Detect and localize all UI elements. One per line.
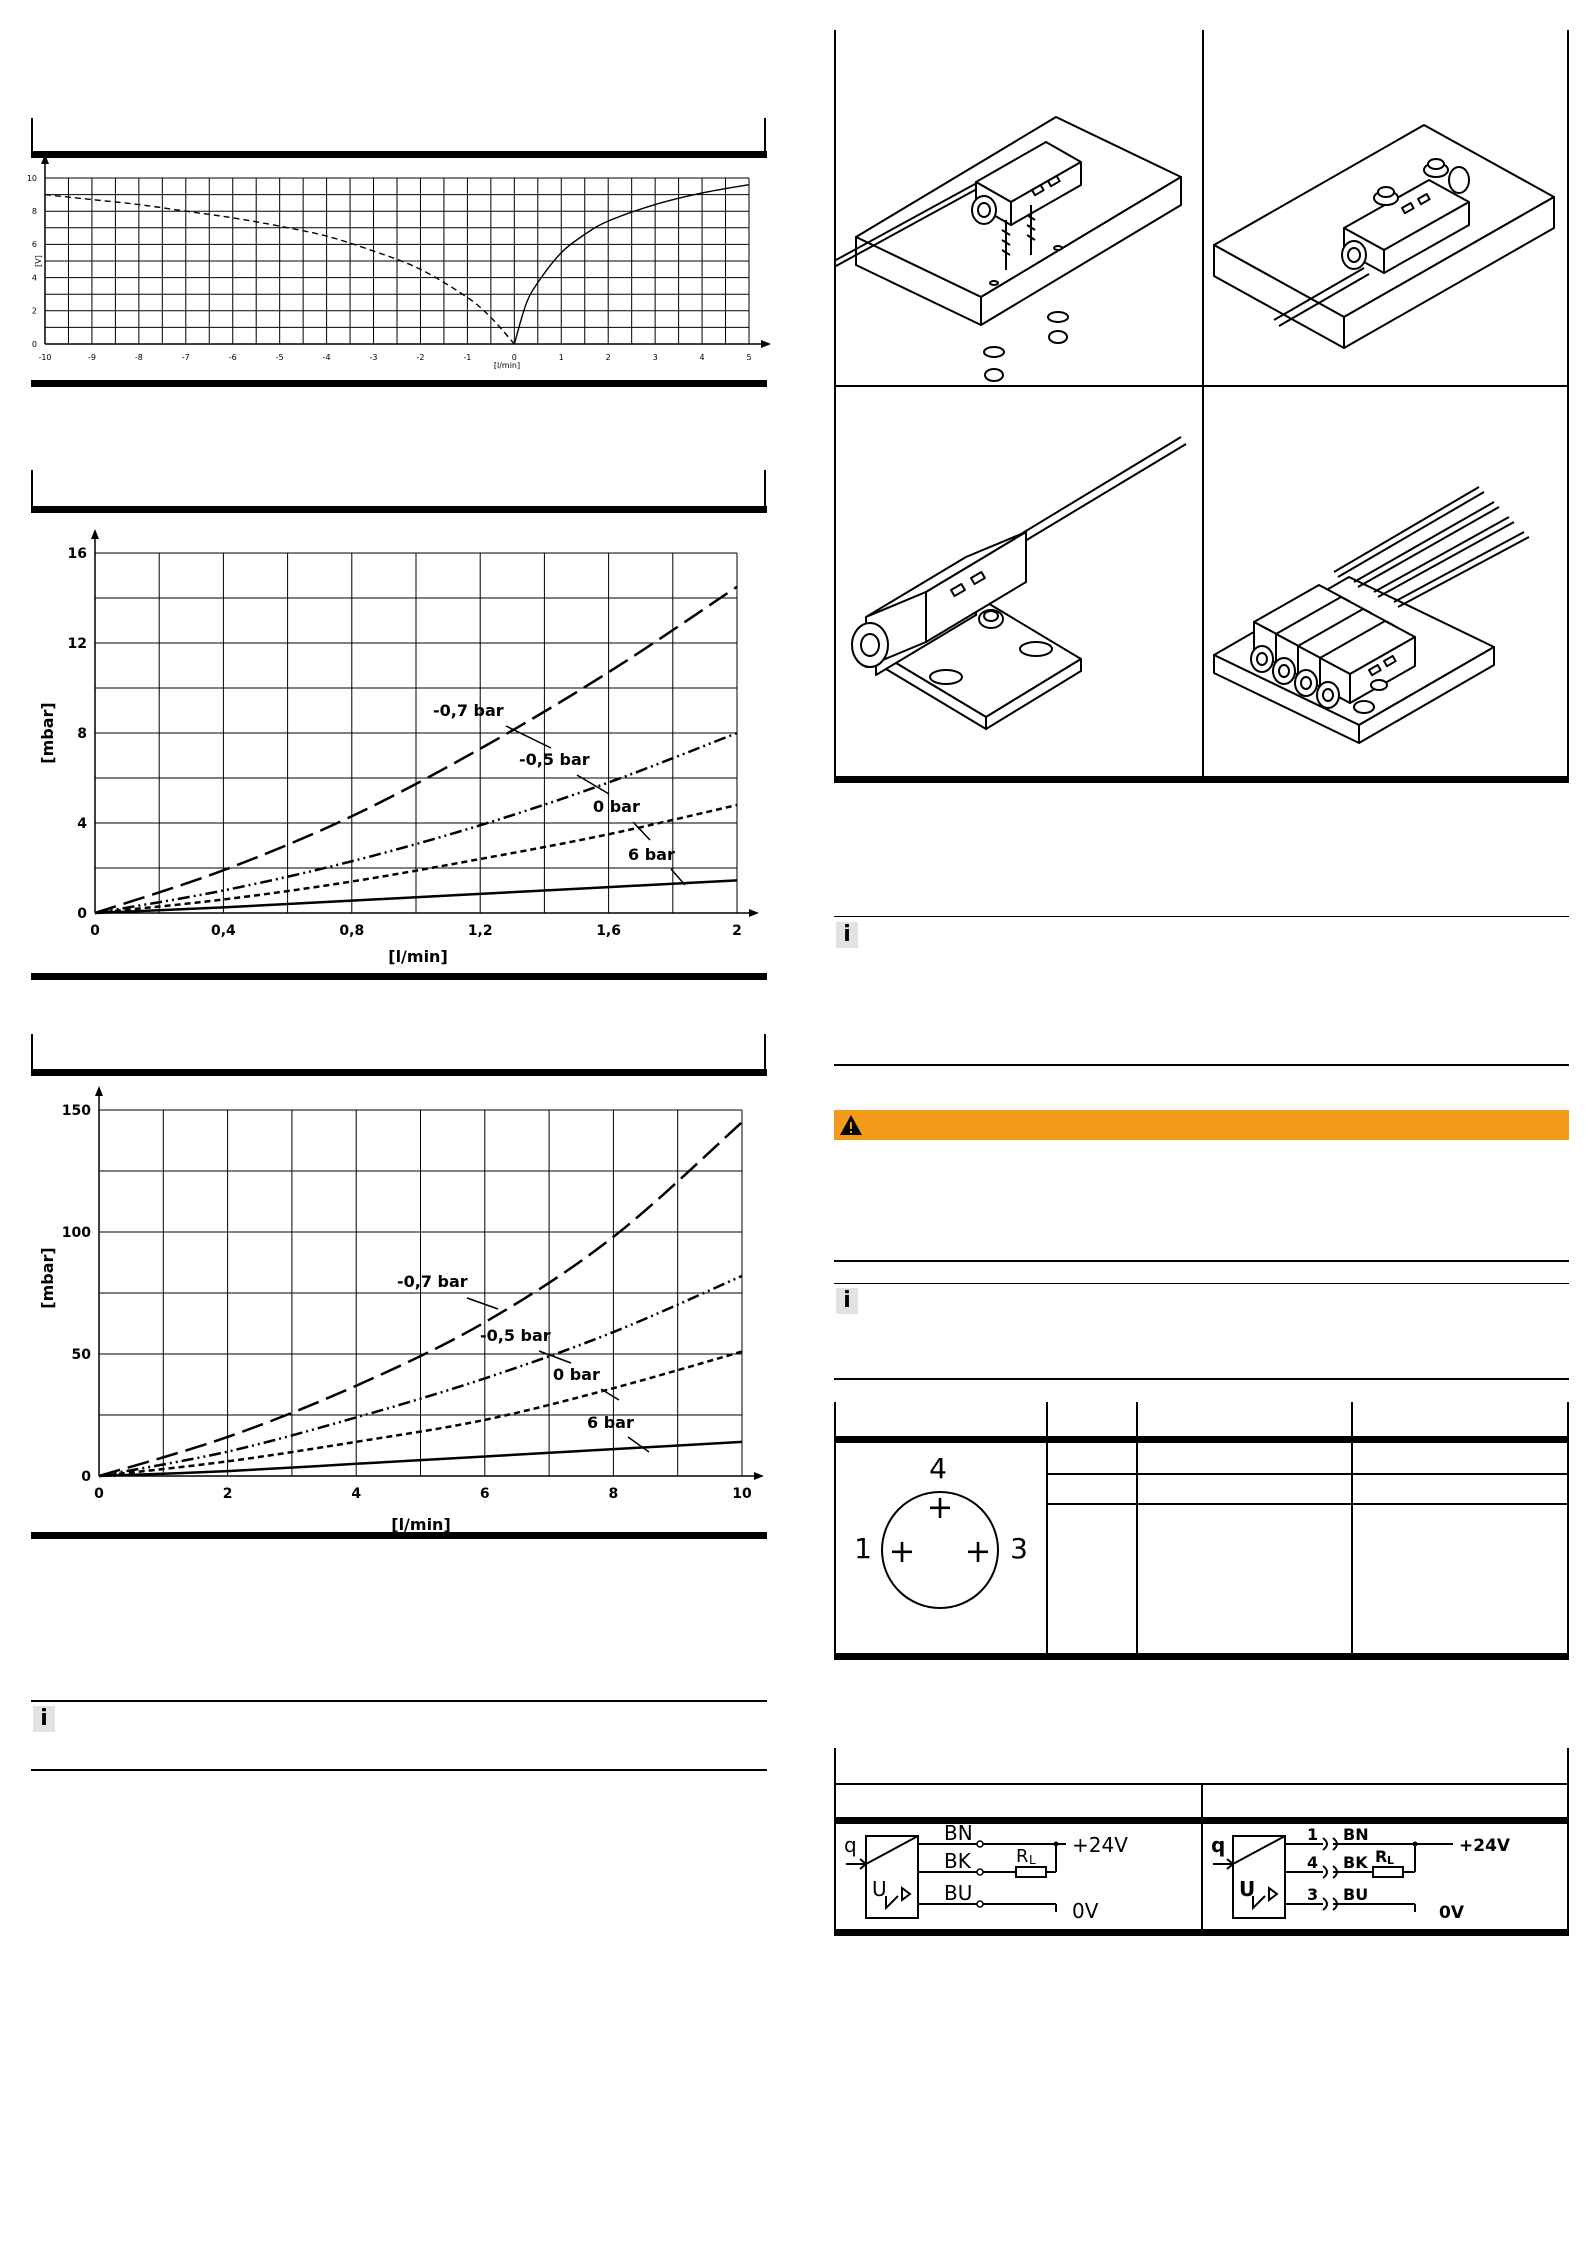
x-tick-label: 1: [558, 353, 564, 362]
connector-pin-diagram: [836, 1445, 1046, 1615]
x-tick-label: -6: [228, 353, 237, 362]
pressure-drop-chart-10lmin: [31, 1076, 767, 1532]
wire-bu: BU: [1343, 1885, 1369, 1904]
x-tick-label: 4: [351, 1486, 362, 1502]
x-tick-label: 2: [222, 1486, 233, 1502]
y-tick-label: 12: [67, 635, 87, 652]
y-tick-label: 10: [26, 173, 37, 183]
y-axis-label: [V]: [34, 255, 43, 267]
table-row-rule: [1046, 1503, 1569, 1505]
frame-line: [764, 1034, 766, 1072]
load-resistor-label: R: [1016, 1846, 1029, 1867]
supply-0v: 0V: [1072, 1899, 1099, 1923]
table-header-rule: [31, 506, 767, 513]
table-footer-rule: [31, 380, 767, 387]
note-rule: [31, 1700, 767, 1702]
y-tick-label: 4: [77, 815, 87, 832]
x-tick-label: 1,2: [467, 923, 493, 939]
x-tick-label: 0: [94, 1486, 104, 1502]
x-axis-label: [l/min]: [388, 947, 448, 966]
series-label: -0,5 bar: [480, 1326, 551, 1345]
note-rule: [834, 916, 1569, 917]
supply-24v: +24V: [1459, 1836, 1511, 1856]
y-tick-label: 8: [31, 207, 37, 216]
x-tick-label: -5: [275, 353, 284, 362]
wire-bu: BU: [944, 1881, 973, 1905]
load-resistor-label: R: [1375, 1847, 1388, 1866]
frame-line: [764, 470, 766, 508]
y-tick-label: 16: [67, 545, 87, 562]
info-icon: i: [33, 1706, 55, 1732]
leader-line: [601, 1389, 619, 1400]
x-tick-label: -1: [463, 353, 472, 362]
x-axis-arrow: [754, 1472, 764, 1480]
output-u: U: [1239, 1877, 1256, 1901]
x-axis-label: [l/min]: [493, 361, 521, 370]
series-label: -0,5 bar: [519, 750, 590, 769]
supply-0v: 0V: [1439, 1903, 1464, 1923]
leader-line: [633, 822, 650, 840]
leader-line: [539, 1351, 571, 1363]
series-label: 6 bar: [628, 845, 675, 864]
x-tick-label: -2: [416, 353, 425, 362]
x-tick-label: -4: [322, 353, 331, 362]
note-rule: [834, 1260, 1569, 1262]
info-icon: i: [836, 922, 858, 948]
y-tick-label: 0: [81, 1468, 91, 1485]
y-tick-label: 8: [77, 725, 87, 742]
y-tick-label: 50: [71, 1346, 91, 1363]
mounting-illustration-bracket: [836, 387, 1202, 775]
series-label: 6 bar: [587, 1413, 634, 1432]
pressure-drop-chart-2lmin: [31, 513, 767, 973]
y-tick-label: 0: [77, 905, 87, 922]
y-axis-arrow: [95, 1086, 103, 1096]
frame-line: [31, 118, 33, 154]
x-axis-arrow: [749, 909, 759, 917]
voltage-characteristic-chart: [26, 158, 767, 380]
y-tick-label: 2: [31, 306, 37, 316]
table-border: [1567, 1748, 1569, 1930]
wire-bk: BK: [1343, 1853, 1368, 1872]
y-tick-label: 0: [31, 339, 37, 349]
series-label: -0,7 bar: [433, 701, 504, 720]
load-resistor-sub: L: [1387, 1854, 1395, 1867]
y-tick-label: 6: [31, 240, 37, 250]
frame-line: [31, 470, 33, 508]
y-tick-label: 4: [31, 273, 37, 283]
x-tick-label: 6: [479, 1486, 490, 1502]
pin-contact: +: [964, 1532, 992, 1570]
load-resistor-sub: L: [1029, 1853, 1036, 1867]
y-tick-label: 100: [61, 1224, 91, 1241]
warning-banner: [834, 1110, 1569, 1140]
output-u: U: [872, 1877, 887, 1901]
table-header-rule: [31, 151, 767, 158]
pin-number: 4: [1307, 1853, 1319, 1872]
series-label: 0 bar: [593, 797, 640, 816]
note-rule: [834, 1064, 1569, 1066]
y-axis-label: [mbar]: [38, 702, 57, 764]
x-tick-label: 2: [605, 353, 611, 362]
leader-line: [467, 1298, 498, 1309]
leader-line: [628, 1437, 649, 1452]
table-footer-rule: [31, 973, 767, 980]
input-q: q: [1211, 1833, 1226, 1857]
table-footer-rule: [834, 776, 1569, 783]
table-footer-rule: [834, 1653, 1569, 1660]
pin-number: 1: [1307, 1825, 1319, 1844]
series-label: -0,7 bar: [397, 1272, 468, 1291]
y-tick-label: 150: [61, 1102, 91, 1119]
x-tick-label: -9: [87, 353, 96, 362]
frame-line: [764, 118, 766, 154]
x-tick-label: 8: [608, 1486, 619, 1502]
grid-line: [1567, 30, 1569, 782]
y-axis-arrow: [91, 529, 99, 539]
series-label: 0 bar: [553, 1365, 600, 1384]
x-tick-label: 1,6: [596, 923, 622, 939]
pin-contact: +: [926, 1488, 954, 1526]
wire-bn: BN: [1343, 1825, 1369, 1844]
y-axis-label: [mbar]: [38, 1247, 57, 1309]
pin-label-3: 3: [1010, 1532, 1028, 1565]
table-header-rule: [31, 1069, 767, 1076]
note-rule: [834, 1378, 1569, 1380]
note-rule: [834, 1283, 1569, 1284]
x-axis-arrow: [761, 340, 771, 348]
pin-contact: +: [888, 1532, 916, 1570]
x-tick-label: 10: [732, 1486, 752, 1502]
wiring-diagram-plug: [1203, 1824, 1567, 1928]
mounting-illustration-through-hole: [836, 30, 1202, 385]
x-tick-label: -3: [369, 353, 378, 362]
x-tick-label: 0,8: [339, 923, 365, 939]
mounting-illustration-manifold: [1204, 387, 1567, 775]
x-tick-label: 3: [652, 353, 658, 362]
wiring-diagram-cable: [836, 1821, 1200, 1928]
wire-bn: BN: [944, 1821, 973, 1845]
x-tick-label: 2: [732, 923, 742, 939]
x-tick-label: -10: [38, 353, 52, 362]
x-tick-label: 0: [511, 353, 517, 362]
table-footer-rule: [834, 1929, 1569, 1936]
table-row-rule: [1046, 1473, 1569, 1475]
mounting-illustration-top-screw: [1204, 30, 1567, 385]
input-q: q: [844, 1833, 857, 1857]
table-row-rule: [834, 1783, 1569, 1785]
warning-icon: [838, 1113, 864, 1137]
pin-number: 3: [1307, 1885, 1319, 1904]
x-tick-label: 4: [699, 353, 705, 362]
x-tick-label: 0: [90, 923, 100, 939]
x-tick-label: 5: [746, 353, 752, 362]
x-tick-label: 0,4: [210, 923, 236, 939]
pin-label-4: 4: [929, 1452, 947, 1485]
pin-label-1: 1: [854, 1532, 872, 1565]
table-header-rule: [834, 1436, 1569, 1443]
x-tick-label: -7: [181, 353, 190, 362]
info-icon: i: [836, 1288, 858, 1314]
x-tick-label: -8: [134, 353, 143, 362]
supply-24v: +24V: [1072, 1833, 1128, 1857]
wire-bk: BK: [944, 1849, 971, 1873]
frame-line: [31, 1034, 33, 1072]
x-axis-label: [l/min]: [391, 1515, 451, 1534]
note-rule: [31, 1769, 767, 1771]
